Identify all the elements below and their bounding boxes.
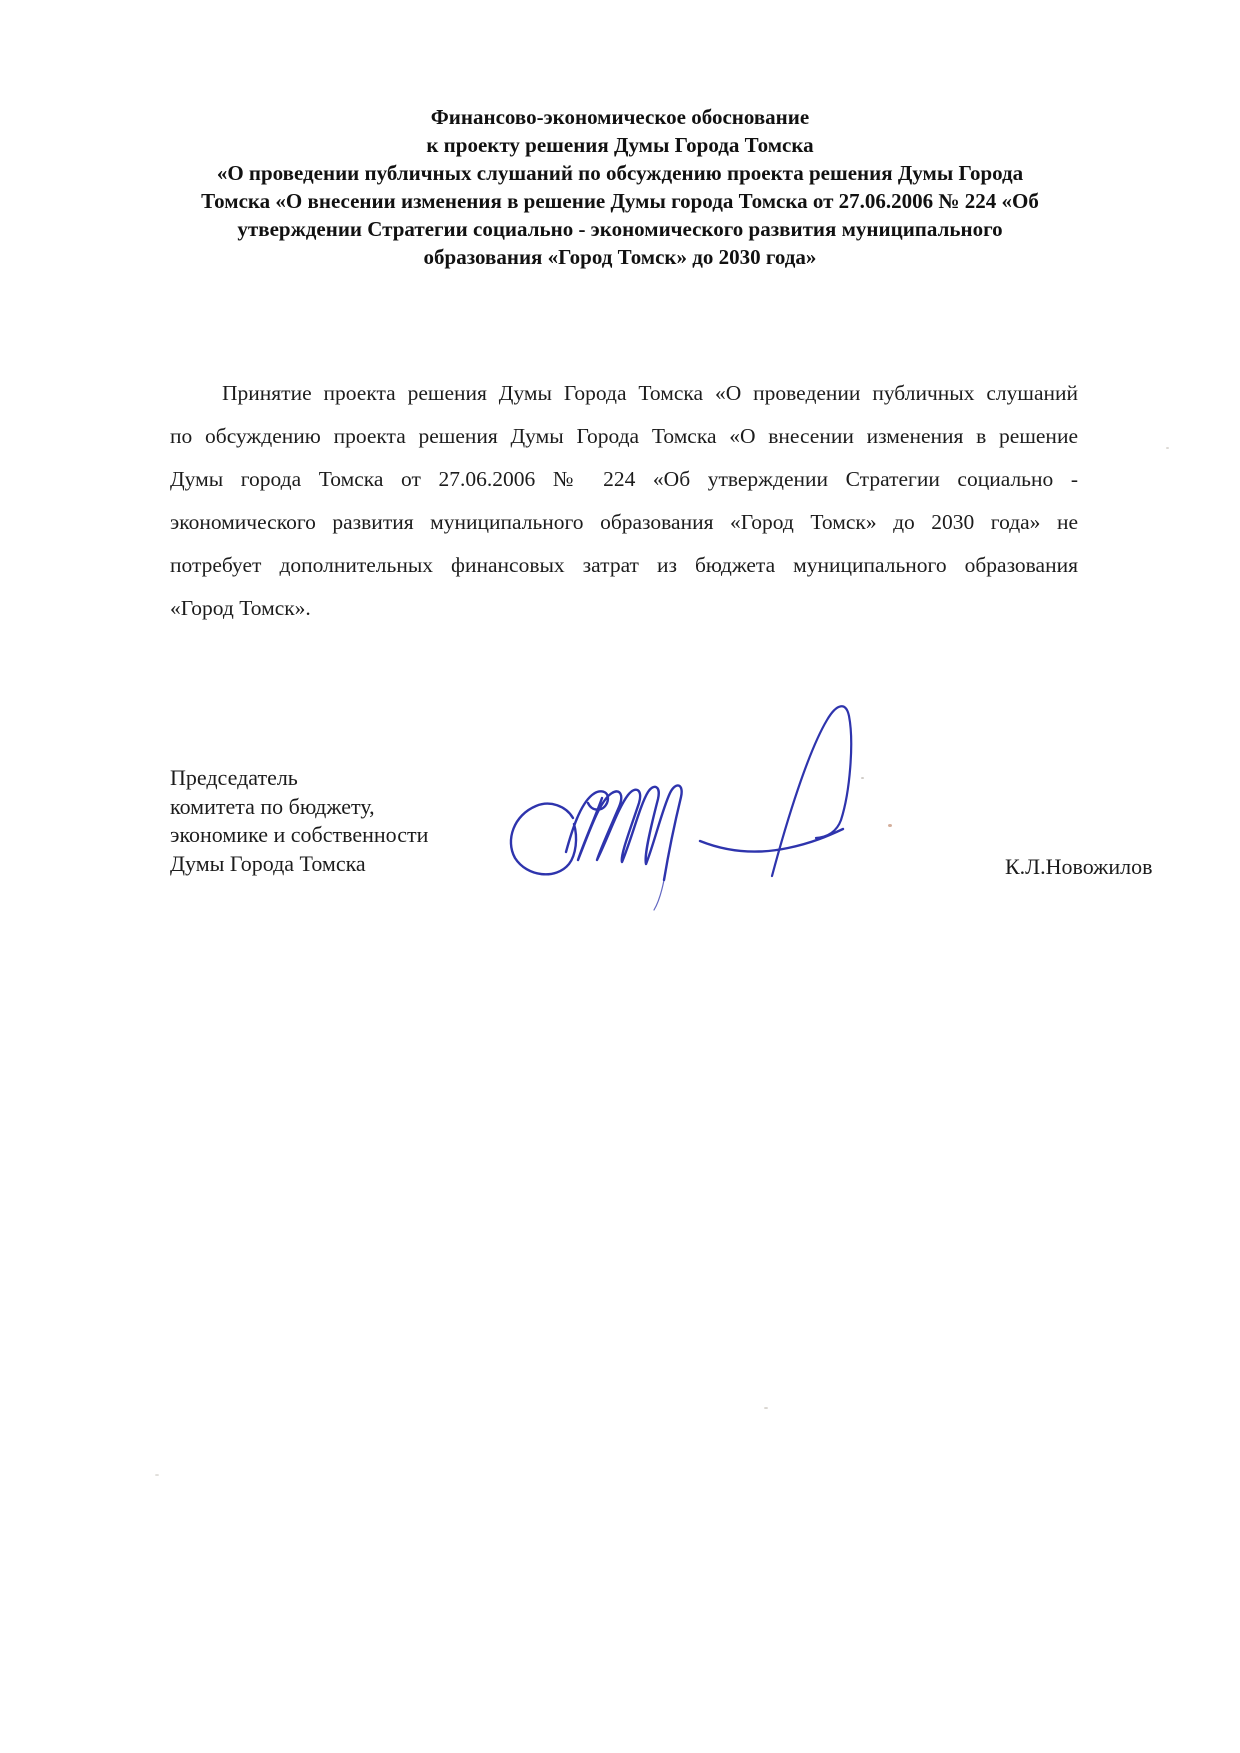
title-line: «О проведении публичных слушаний по обсуждению проекта решения Думы Города: [216, 161, 1024, 185]
title-line: к проекту решения Думы Города Томска: [426, 133, 814, 157]
scan-speck: [1166, 447, 1169, 449]
body-line: Принятие проекта решения Думы Города Томска «О проведении публичных слушаний: [222, 381, 1078, 405]
handwritten-signature-ink: [440, 615, 910, 915]
signature-role-block: [170, 764, 428, 878]
signature-role-line: комитета по бюджету,: [170, 793, 375, 819]
signature-stroke-oval: [511, 804, 576, 875]
scan-speck: [888, 824, 892, 827]
signature-stroke-dash: [700, 829, 843, 852]
body-line: потребует дополнительных финансовых затрат из бюджета муниципального образования: [170, 553, 1078, 577]
signature-role-line: Думы Города Томска: [170, 850, 366, 876]
document-title: [166, 103, 1074, 271]
signature-stroke-letters: [566, 785, 682, 880]
scan-speck: [861, 777, 864, 779]
title-line: Финансово-экономическое обоснование: [430, 105, 810, 129]
body-line: «Город Томск».: [170, 596, 311, 620]
scan-speck: [764, 1407, 768, 1409]
signature-role-line: экономике и собственности: [170, 822, 429, 847]
signature-stroke-tall-loop: [772, 706, 851, 876]
body-paragraph: [170, 372, 1078, 630]
signature-stroke-descender: [654, 880, 664, 910]
body-line: экономического развития муниципального образования «Город Томск» до 2030 года» не: [170, 510, 1078, 534]
body-line: Думы города Томска от 27.06.2006 № 224 «Об утверждении Стратегии социально -: [170, 467, 1078, 491]
title-line: утверждении Стратегии социально - экономического развития муниципального: [237, 217, 1003, 241]
signature-role-line: Председатель: [170, 765, 298, 790]
scan-speck: [155, 1474, 159, 1476]
body-line: по обсуждению проекта решения Думы Города Томска «О внесении изменения в решение: [170, 424, 1078, 448]
title-line: образования «Город Томск» до 2030 года»: [423, 245, 817, 269]
title-line: Томска «О внесении изменения в решение Думы города Томска от 27.06.2006 № 224 «Об: [201, 189, 1039, 213]
signer-name: К.Л.Новожилов: [1005, 854, 1153, 879]
